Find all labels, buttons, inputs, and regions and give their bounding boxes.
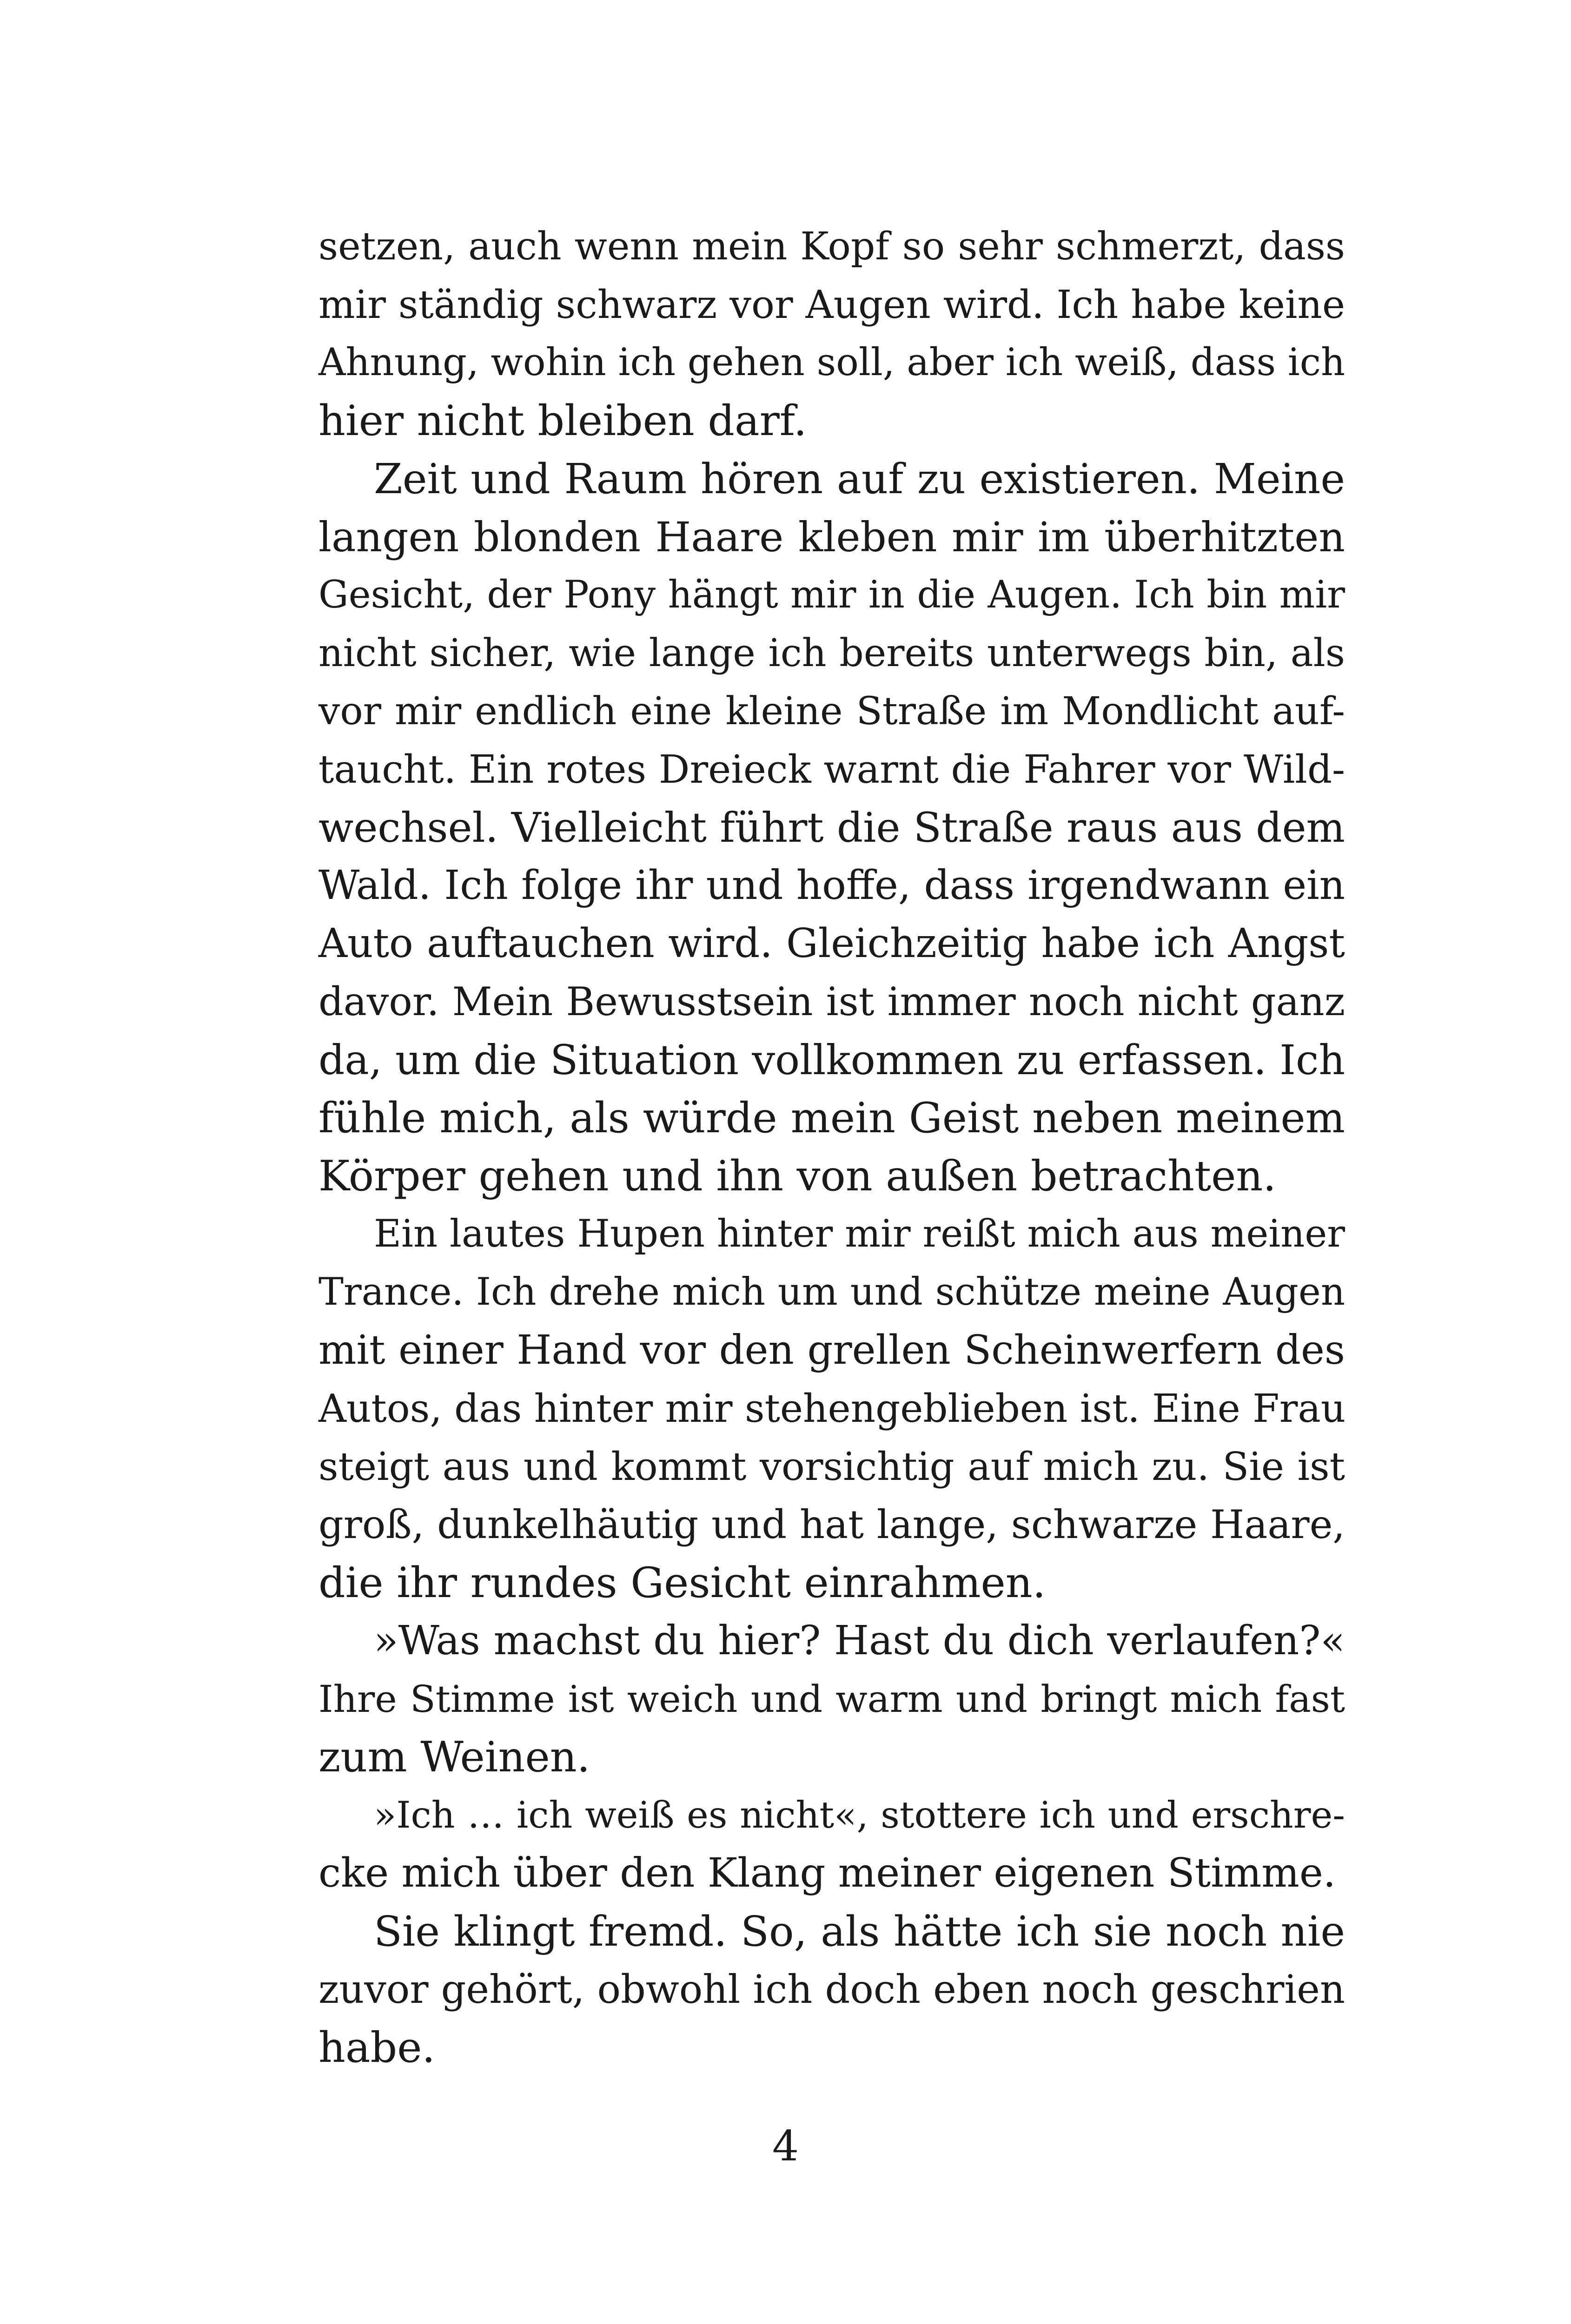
text-line: zum Weinen. xyxy=(318,1733,590,1782)
text-line: Ihre Stimme ist weich und warm und bringt mich fast xyxy=(318,1677,1345,1721)
paragraph xyxy=(318,1205,1345,1612)
paragraph xyxy=(318,1612,1345,1786)
text-line: die ihr rundes Gesicht einrahmen. xyxy=(318,1558,1046,1607)
text-line: hier nicht bleiben darf. xyxy=(318,396,807,445)
text-line: Auto auftauchen wird. Gleichzeitig habe ich Angst xyxy=(318,920,1345,967)
paragraph xyxy=(318,450,1345,1205)
body-text xyxy=(318,218,1345,2077)
text-line: Trance. Ich drehe mich um und schütze meine Augen xyxy=(318,1270,1345,1314)
text-line: habe. xyxy=(318,2023,436,2072)
text-line: »Ich … ich weiß es nicht«, stottere ich und erschre- xyxy=(374,1794,1345,1836)
text-line: wechsel. Vielleicht führt die Straße raus aus dem xyxy=(318,804,1345,852)
text-line: steigt aus und kommt vorsichtig auf mich zu. Sie ist xyxy=(318,1444,1345,1489)
paragraph xyxy=(318,1902,1345,2077)
text-line: »Was machst du hier? Hast du dich verlaufen?« xyxy=(374,1618,1345,1664)
text-line: Wald. Ich folge ihr und hoffe, dass irgendwann ein xyxy=(318,862,1345,909)
text-line: Ein lautes Hupen hinter mir reißt mich aus meiner xyxy=(374,1212,1345,1256)
text-line: Autos, das hinter mir stehengeblieben ist. Eine Frau xyxy=(318,1386,1346,1431)
text-line: davor. Mein Bewusstsein ist immer noch nicht ganz xyxy=(318,979,1345,1024)
text-line: Zeit und Raum hören auf zu existieren. Meine xyxy=(374,455,1345,503)
text-line: taucht. Ein rotes Dreieck warnt die Fahrer vor Wild- xyxy=(318,747,1345,792)
text-line: groß, dunkelhäutig und hat lange, schwarze Haare, xyxy=(318,1502,1345,1547)
text-line: mit einer Hand vor den grellen Scheinwerfern des xyxy=(318,1327,1345,1373)
text-line: langen blonden Haare kleben mir im überhitzten xyxy=(318,513,1345,561)
paragraph xyxy=(318,1786,1345,1902)
text-line: Sie klingt fremd. So, als hätte ich sie noch nie xyxy=(374,1907,1345,1955)
text-line: Gesicht, der Pony hängt mir in die Augen. Ich bin mir xyxy=(318,573,1345,617)
text-line: nicht sicher, wie lange ich bereits unterwegs bin, als xyxy=(318,631,1345,675)
text-line: setzen, auch wenn mein Kopf so sehr schmerzt, dass xyxy=(318,224,1345,269)
text-line: fühle mich, als würde mein Geist neben meinem xyxy=(318,1094,1345,1142)
page-number: 4 xyxy=(772,2122,799,2171)
text-line: mir ständig schwarz vor Augen wird. Ich habe keine xyxy=(318,282,1345,327)
text-line: zuvor gehört, obwohl ich doch eben noch geschrien xyxy=(318,1967,1345,2012)
text-line: Körper gehen und ihn von außen betrachten. xyxy=(318,1152,1276,1201)
text-line: vor mir endlich eine kleine Straße im Mondlicht auf- xyxy=(318,689,1345,733)
text-line: cke mich über den Klang meiner eigenen Stimme. xyxy=(318,1850,1336,1896)
paragraph xyxy=(318,218,1345,450)
text-line: Ahnung, wohin ich gehen soll, aber ich weiß, dass ich xyxy=(318,341,1346,384)
text-line: da, um die Situation vollkommen zu erfassen. Ich xyxy=(318,1036,1345,1084)
